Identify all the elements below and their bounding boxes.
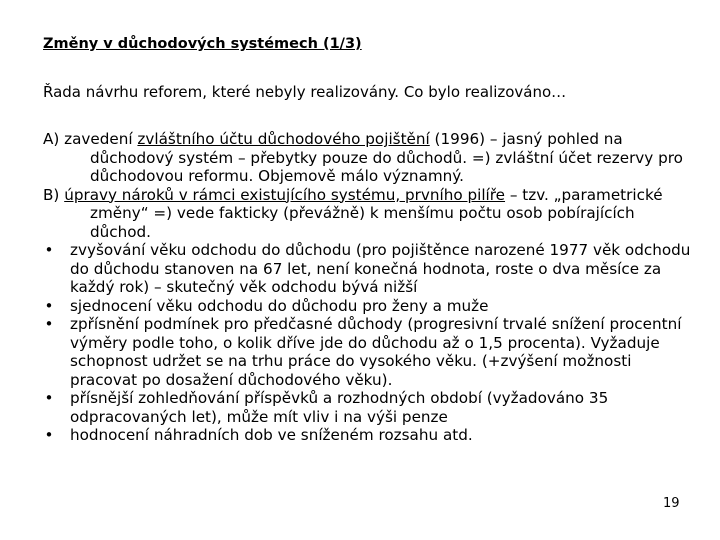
list-item bbox=[43, 426, 693, 445]
page-number: 19 bbox=[663, 496, 680, 511]
item-a-underlined: zvláštního účtu důchodového pojištění bbox=[137, 130, 430, 148]
slide-title: Změny v důchodových systémech (1/3) bbox=[43, 36, 362, 52]
item-a bbox=[43, 130, 693, 186]
list-item bbox=[43, 241, 693, 297]
item-a-prefix: A) zavedení bbox=[43, 130, 138, 148]
bullet-text: hodnocení náhradních dob ve sníženém rozsahu atd. bbox=[70, 426, 473, 444]
bullet-icon: • bbox=[44, 426, 54, 444]
item-b-prefix: B) bbox=[43, 185, 65, 204]
bullet-text: přísnější zohledňování příspěvků a rozhodných období (vyžadováno 35 odpracovaných let), může mít vliv i na výši penze bbox=[70, 389, 609, 426]
bullet-icon: • bbox=[44, 296, 54, 315]
intro-text: Řada návrhu reforem, které nebyly realizovány. Co bylo realizováno… bbox=[43, 83, 567, 101]
list-item bbox=[43, 297, 693, 316]
bullet-icon: • bbox=[44, 241, 54, 259]
bullet-text: zpřísnění podmínek pro předčasné důchody (progresivní trvalé snížení procentní výměry podle toho, o kolik dříve jde do důchodu až o 1,5 procenta). Vyžaduje schopnost udržet se na trhu práce do vysokého věku. (+zvýšení možnosti pracovat po dosažení důchodového věku). bbox=[70, 315, 682, 389]
item-a-text: (1996) – jasný pohled na důchodový systém – přebytky pouze do důchodů. =) zvláštní účet rezervy pro důchodovou reformu. Objemově málo významný. bbox=[90, 130, 683, 185]
bullet-icon: • bbox=[44, 389, 54, 407]
item-b bbox=[43, 186, 693, 242]
item-b-text: – tzv. „parametrické změny“ =) vede fakticky (převážně) k menšímu počtu osob pobírajících důchod. bbox=[90, 185, 663, 241]
bullet-list bbox=[43, 241, 693, 445]
bullet-text: zvyšování věku odchodu do důchodu (pro pojištěnce narozené 1977 věk odchodu do důchodu stanoven na 67 let, není konečná hodnota, roste o dva měsíce za každý rok) – skutečný věk odchodu bývá nižší bbox=[70, 241, 691, 296]
item-b-underlined: úpravy nároků v rámci existujícího systému, prvního pilíře bbox=[64, 185, 506, 204]
list-item bbox=[43, 389, 693, 426]
list-item bbox=[43, 315, 693, 389]
bullet-icon: • bbox=[44, 315, 54, 333]
slide-body bbox=[43, 130, 693, 445]
bullet-text: sjednocení věku odchodu do důchodu pro ženy a muže bbox=[70, 296, 489, 315]
